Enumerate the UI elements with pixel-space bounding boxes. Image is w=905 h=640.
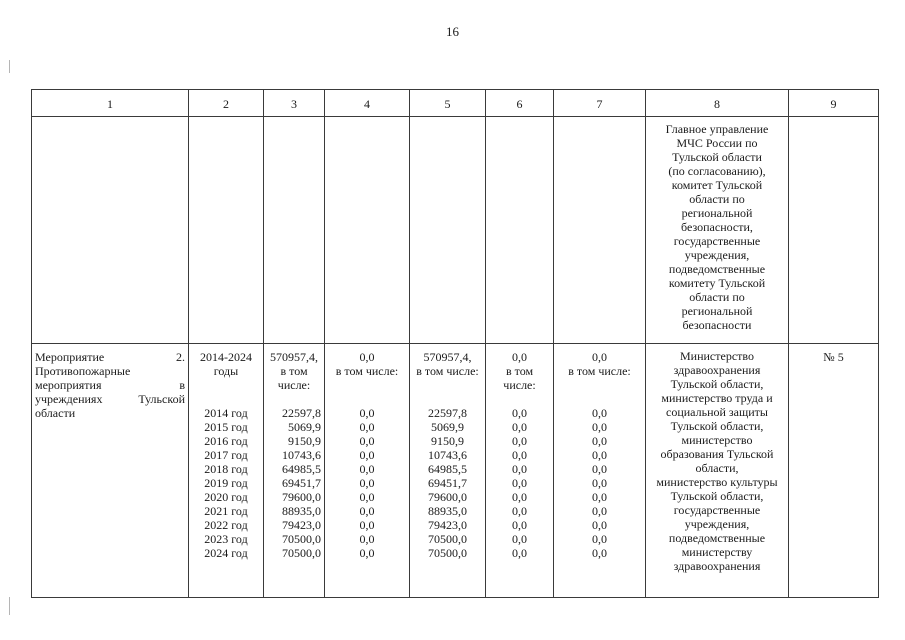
text-line: 0,0 <box>512 504 527 518</box>
text-line: 79423,0 <box>282 518 321 532</box>
text-line: Тульской области, <box>670 377 764 391</box>
text-line: подведомственные <box>668 262 766 276</box>
text-line: здравоохранения <box>673 363 761 377</box>
text-line: числе: <box>503 378 536 392</box>
text-line: 2024 год <box>204 546 248 560</box>
text-line: 0,0 <box>359 504 375 518</box>
indicator-ref: № 5 <box>789 344 879 598</box>
column-header: 5 <box>410 90 486 117</box>
table-row <box>32 117 879 344</box>
text-line: 64985,5 <box>428 462 467 476</box>
text-line: комитету Тульской <box>668 276 766 290</box>
text-line: государственные <box>673 234 761 248</box>
text-line: 10743,6 <box>428 448 467 462</box>
text-line: годы <box>213 364 239 378</box>
text-line: 79600,0 <box>428 490 467 504</box>
text-line: области по <box>689 192 745 206</box>
text-line: 2016 год <box>204 434 248 448</box>
responsible-executors <box>646 117 789 344</box>
text-line: 22597,8 <box>428 406 467 420</box>
text-line: образования Тульской <box>660 447 774 461</box>
margin-mark <box>9 60 10 73</box>
text-line: (по согласованию), <box>668 164 766 178</box>
text-line: 2021 год <box>204 504 248 518</box>
text-line: министерство <box>681 433 753 447</box>
text-line: Тульской области, <box>670 419 764 433</box>
text-line: Мероприятие 2. <box>35 350 185 364</box>
text-line: 0,0 <box>359 462 375 476</box>
text-line: 0,0 <box>359 476 375 490</box>
text-line: 0,0 <box>512 546 527 560</box>
text-line: области <box>35 406 76 420</box>
text-line: министерство труда и <box>661 391 773 405</box>
text-line: 0,0 <box>359 350 375 364</box>
cell-total <box>554 350 645 406</box>
text-line: 0,0 <box>592 448 607 462</box>
text-line: 2018 год <box>204 462 248 476</box>
text-line: 10743,6 <box>282 448 321 462</box>
text-line: 0,0 <box>359 490 375 504</box>
text-line: числе: <box>277 378 311 392</box>
text-line: 2020 год <box>204 490 248 504</box>
text-line: 88935,0 <box>282 504 321 518</box>
text-line: 0,0 <box>512 406 527 420</box>
text-line: в том <box>280 364 308 378</box>
text-line: мероприятия в <box>35 378 185 392</box>
text-line: 0,0 <box>359 546 375 560</box>
margin-mark <box>9 597 10 615</box>
cell-total <box>486 350 553 406</box>
text-line: региональной <box>681 206 753 220</box>
text-line: области по <box>689 290 745 304</box>
table-cell <box>32 117 189 344</box>
text-line: 570957,4, <box>423 350 472 364</box>
extrabudgetary-cell <box>554 344 646 598</box>
text-line: учреждения, <box>684 248 750 262</box>
text-line: 88935,0 <box>428 504 467 518</box>
column-header: 6 <box>486 90 554 117</box>
cell-total <box>325 350 409 406</box>
text-line: 0,0 <box>359 532 375 546</box>
text-line: 0,0 <box>512 434 527 448</box>
text-line: 0,0 <box>512 462 527 476</box>
table-cell <box>264 117 325 344</box>
text-line: Тульской области <box>672 150 762 164</box>
text-line: 0,0 <box>359 448 375 462</box>
text-line: 0,0 <box>512 448 527 462</box>
total-funding-cell <box>264 344 325 598</box>
text-line: 2014-2024 <box>200 350 252 364</box>
text-line: 70500,0 <box>428 532 467 546</box>
text-line: в том числе: <box>335 364 399 378</box>
table-cell <box>486 117 554 344</box>
text-line: региональной <box>681 304 753 318</box>
text-line: 0,0 <box>359 434 375 448</box>
text-line: 0,0 <box>512 476 527 490</box>
period-label <box>189 350 263 406</box>
text-line: 2022 год <box>204 518 248 532</box>
table-cell <box>189 117 264 344</box>
responsible-executors <box>646 344 789 598</box>
text-line: Главное управление <box>665 122 769 136</box>
text-line: 0,0 <box>592 546 607 560</box>
text-line: 9150,9 <box>288 434 321 448</box>
column-header: 3 <box>264 90 325 117</box>
text-line: социальной защиты <box>666 405 768 419</box>
table-row <box>32 344 879 598</box>
text-line: 0,0 <box>592 476 607 490</box>
local-budget-cell <box>486 344 554 598</box>
text-line: 0,0 <box>592 490 607 504</box>
regional-budget-cell <box>410 344 486 598</box>
text-line: 22597,8 <box>282 406 321 420</box>
text-line: 2015 год <box>204 420 248 434</box>
table-cell <box>410 117 486 344</box>
text-line: комитет Тульской <box>671 178 763 192</box>
text-line: 0,0 <box>592 420 607 434</box>
text-line: министерству <box>681 545 753 559</box>
text-line: в том <box>505 364 534 378</box>
text-line: министерство культуры <box>656 475 778 489</box>
header-row <box>32 90 879 117</box>
program-table <box>31 89 879 598</box>
text-line: 570957,4, <box>270 350 318 364</box>
text-line: 2014 год <box>204 406 248 420</box>
value-list <box>486 406 553 560</box>
text-line: 70500,0 <box>282 532 321 546</box>
value-list <box>264 406 324 560</box>
cell-total <box>410 350 485 406</box>
column-header: 8 <box>646 90 789 117</box>
text-line: 79600,0 <box>282 490 321 504</box>
text-line: 0,0 <box>592 434 607 448</box>
text-line: 5069,9 <box>431 420 464 434</box>
text-line: 0,0 <box>592 532 607 546</box>
text-line: 64985,5 <box>282 462 321 476</box>
text-line: 0,0 <box>592 504 607 518</box>
measure-name <box>32 344 189 598</box>
text-line: в том числе: <box>416 364 479 378</box>
text-line: здравоохранения <box>673 559 761 573</box>
text-line: 0,0 <box>359 420 375 434</box>
value-list <box>554 406 645 560</box>
text-line: подведомственные <box>668 531 766 545</box>
text-line: 69451,7 <box>428 476 467 490</box>
text-line: учреждения, <box>684 517 750 531</box>
table-cell <box>325 117 410 344</box>
column-header: 9 <box>789 90 879 117</box>
text-line: безопасности <box>682 318 752 332</box>
text-line: 0,0 <box>592 406 607 420</box>
text-line: 0,0 <box>512 532 527 546</box>
value-list <box>410 406 485 560</box>
text-line: 0,0 <box>512 420 527 434</box>
text-line: 0,0 <box>359 518 375 532</box>
column-header: 4 <box>325 90 410 117</box>
text-line: 79423,0 <box>428 518 467 532</box>
text-line: 0,0 <box>512 518 527 532</box>
text-line: 0,0 <box>592 462 607 476</box>
value-list <box>325 406 409 560</box>
text-line: 2017 год <box>204 448 248 462</box>
column-header: 1 <box>32 90 189 117</box>
text-line: 0,0 <box>512 490 527 504</box>
year-list <box>189 406 263 560</box>
period-cell <box>189 344 264 598</box>
text-line: 0,0 <box>359 406 375 420</box>
text-line: в том числе: <box>568 364 631 378</box>
text-line: Противопожарные <box>35 364 131 378</box>
table-cell <box>789 117 879 344</box>
text-line: Министерство <box>680 349 754 363</box>
text-line: 0,0 <box>592 518 607 532</box>
text-line: 70500,0 <box>282 546 321 560</box>
text-line: 70500,0 <box>428 546 467 560</box>
text-line: учреждениях Тульской <box>35 392 185 406</box>
text-line: области, <box>695 461 739 475</box>
text-line: Тульской области, <box>670 489 764 503</box>
column-header: 2 <box>189 90 264 117</box>
text-line: 2023 год <box>204 532 248 546</box>
text-line: 0,0 <box>592 350 607 364</box>
text-line: 5069,9 <box>288 420 321 434</box>
text-line: МЧС России по <box>676 136 758 150</box>
federal-budget-cell <box>325 344 410 598</box>
text-line: государственные <box>673 503 761 517</box>
text-line: 0,0 <box>512 350 527 364</box>
column-header: 7 <box>554 90 646 117</box>
text-line: 2019 год <box>204 476 248 490</box>
page-number: 16 <box>446 24 459 39</box>
text-line: 69451,7 <box>282 476 321 490</box>
text-line: безопасности, <box>681 220 753 234</box>
table-cell <box>554 117 646 344</box>
cell-total <box>264 350 324 406</box>
text-line: 9150,9 <box>431 434 464 448</box>
